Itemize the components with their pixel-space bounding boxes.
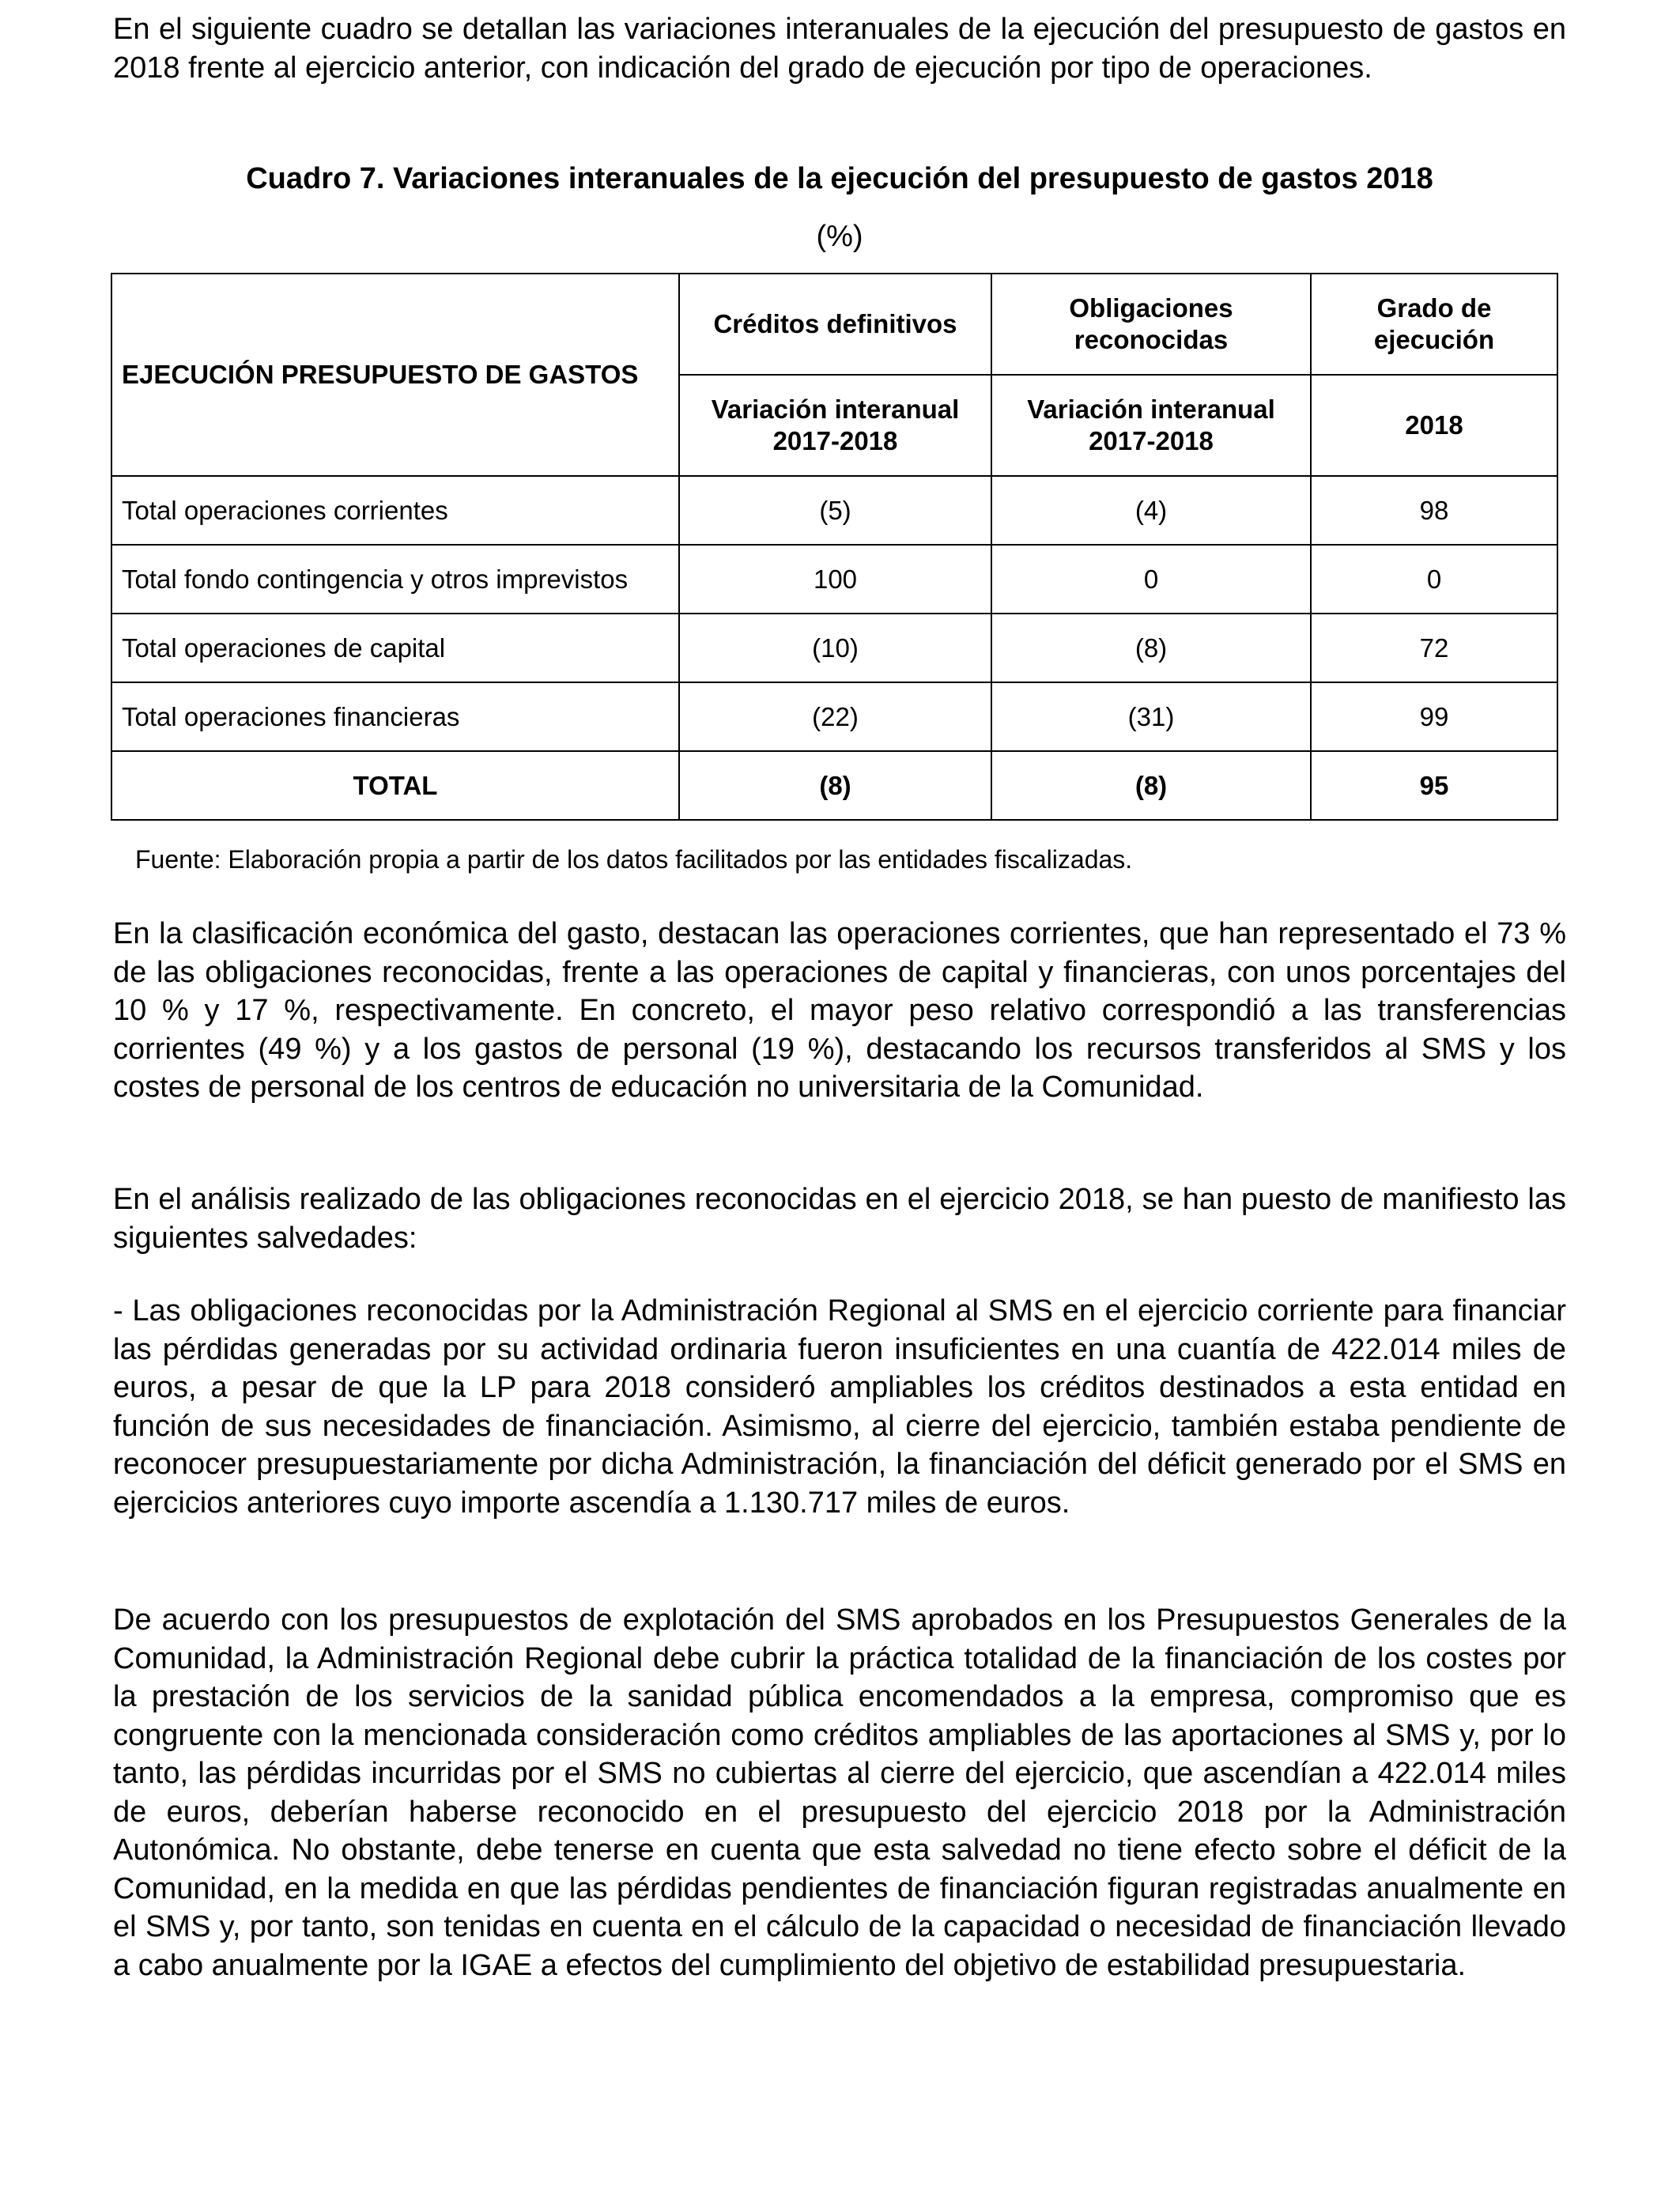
cell-grado: 0 xyxy=(1311,545,1557,614)
row-header-cell: EJECUCIÓN PRESUPUESTO DE GASTOS xyxy=(111,274,679,476)
col-header-grado: Grado de ejecución xyxy=(1311,274,1557,375)
paragraph-presupuestos-explotacion: De acuerdo con los presupuestos de explotación del SMS aprobados en los Presupuestos Generales de la Comunidad, la Administración Regional debe cubrir la práctica totalidad de la financiación de los costes por la prestación de los servicios de la sanidad pública encomendados a la empresa, compromiso que es congruente con la mencionada consideración como créditos ampliables de las aportaciones al SMS y, por lo tanto, las pérdidas incurridas por el SMS no cubiertas al cierre del ejercicio, que ascendían a 422.014 miles de euros, deberían haberse reconocido en el presupuesto del ejercicio 2018 por la Administración Autonómica. No obstante, debe tenerse en cuenta que esta salvedad no tiene efecto sobre el déficit de la Comunidad, en la medida en que las pérdidas pendientes de financiación figuran registradas anualmente en el SMS y, por tanto, son tenidas en cuenta en el cálculo de la capacidad o necesidad de financiación llevado a cabo anualmente por la IGAE a efectos del cumplimiento del objetivo de estabilidad presupuestaria. xyxy=(113,1603,1566,1982)
table-row xyxy=(111,545,1557,614)
total-grado: 95 xyxy=(1311,751,1557,820)
total-label: TOTAL xyxy=(111,751,679,820)
col-header-obligaciones: Obligaciones reconocidas xyxy=(991,274,1311,375)
paragraph-salvedad-sms: - Las obligaciones reconocidas por la Administración Regional al SMS en el ejercicio corriente para financiar las pérdidas generadas por su actividad ordinaria fueron insuficientes en una cuantía de 422.014 miles de euros, a pesar de que la LP para 2018 consideró ampliables los créditos destinados a esta entidad en función de sus necesidades de financiación. Asimismo, al cierre del ejercicio, también estaba pendiente de reconocer presupuestariamente por dicha Administración, la financiación del déficit generado por el SMS en ejercicios anteriores cuyo importe ascendía a 1.130.717 miles de euros. xyxy=(113,1294,1566,1520)
row-label: Total operaciones corrientes xyxy=(111,476,679,545)
col-header-creditos: Créditos definitivos xyxy=(679,274,991,375)
paragraph-analisis: En el análisis realizado de las obligaciones reconocidas en el ejercicio 2018, se han puesto de manifiesto las siguientes salvedades: xyxy=(113,1183,1566,1255)
paragraph-clasificacion: En la clasificación económica del gasto, destacan las operaciones corrientes, que han representado el 73 % de las obligaciones reconocidas, frente a las operaciones de capital y financieras, con unos porcentajes del 10 % y 17 %, respectivamente. En concreto, el mayor peso relativo correspondió a las transferencias corrientes (49 %) y a los gastos de personal (19 %), destacando los recursos transferidos al SMS y los costes de personal de los centros de educación no universitaria de la Comunidad. xyxy=(113,917,1566,1104)
subheader-grado: 2018 xyxy=(1311,375,1557,476)
intro-paragraph: En el siguiente cuadro se detallan las variaciones interanuales de la ejecución del presupuesto de gastos en 2018 frente al ejercicio anterior, con indicación del grado de ejecución por tipo de operaciones. xyxy=(113,13,1566,85)
cell-grado: 98 xyxy=(1311,476,1557,545)
cell-grado: 72 xyxy=(1311,614,1557,682)
cell-obligaciones: (4) xyxy=(991,476,1311,545)
row-label: Total fondo contingencia y otros imprevistos xyxy=(111,545,679,614)
cell-obligaciones: (8) xyxy=(991,614,1311,682)
table-title: Cuadro 7. Variaciones interanuales de la ejecución del presupuesto de gastos 2018 xyxy=(246,162,1433,195)
cell-obligaciones: 0 xyxy=(991,545,1311,614)
cell-grado: 99 xyxy=(1311,682,1557,751)
cell-creditos: (22) xyxy=(679,682,991,751)
table-row xyxy=(111,614,1557,682)
budget-execution-table xyxy=(111,273,1558,821)
table-row xyxy=(111,476,1557,545)
row-label: Total operaciones de capital xyxy=(111,614,679,682)
cell-creditos: (5) xyxy=(679,476,991,545)
cell-creditos: (10) xyxy=(679,614,991,682)
table-header-row xyxy=(111,274,1557,375)
total-creditos: (8) xyxy=(679,751,991,820)
table-total-row xyxy=(111,751,1557,820)
table-unit: (%) xyxy=(816,220,863,253)
cell-creditos: 100 xyxy=(679,545,991,614)
table-row xyxy=(111,682,1557,751)
cell-obligaciones: (31) xyxy=(991,682,1311,751)
subheader-creditos: Variación interanual 2017-2018 xyxy=(679,375,991,476)
total-obligaciones: (8) xyxy=(991,751,1311,820)
row-label: Total operaciones financieras xyxy=(111,682,679,751)
source-note: Fuente: Elaboración propia a partir de los datos facilitados por las entidades fiscalizadas. xyxy=(135,845,1133,874)
subheader-obligaciones: Variación interanual 2017-2018 xyxy=(991,375,1311,476)
